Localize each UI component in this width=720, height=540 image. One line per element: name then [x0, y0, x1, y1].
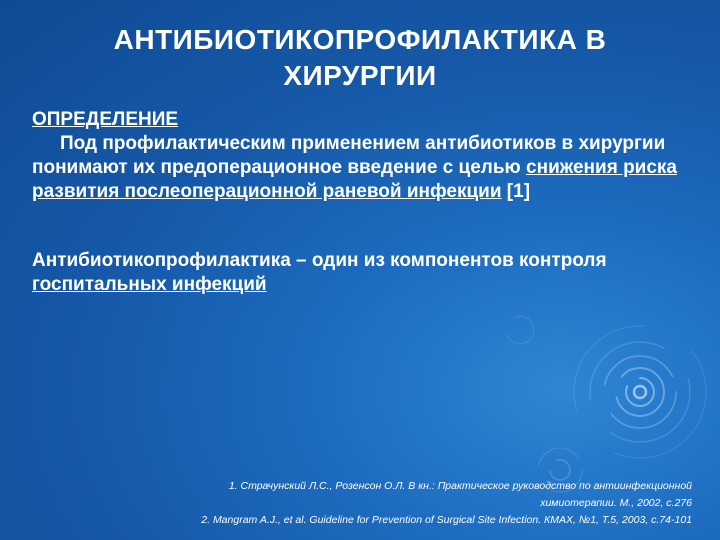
definition-paragraph: [32, 132, 692, 204]
slide-body: [32, 108, 692, 297]
definition-link-infection: развития послеоперационной раневой инфекции: [32, 181, 502, 202]
component-paragraph: [32, 249, 692, 297]
definition-text: Под профилактическим применением антибиотиков в хирургии понимают их предоперационное введение с целью: [32, 133, 666, 178]
title-line-2: ХИРУРГИИ: [283, 60, 437, 91]
definition-reference: [1]: [501, 181, 531, 202]
title-line-1: АНТИБИОТИКОПРОФИЛАКТИКА В: [113, 24, 607, 55]
component-text: Антибиотикопрофилактика – один из компонентов контроля: [32, 250, 607, 271]
references: [92, 478, 692, 529]
hospital-infections-link: госпитальных инфекций: [32, 274, 267, 295]
definition-link-risk: снижения риска: [526, 157, 677, 178]
reference-1-line-1: 1. Страчунский Л.С., Розенсон О.Л. В кн.: Практическое руководство по антиинфекционной: [228, 480, 692, 492]
reference-1-line-2: химиотерапии. М., 2002, с.276: [540, 497, 692, 509]
slide-title: [60, 22, 660, 94]
reference-2: 2. Mangram A.J., et al. Guideline for Prevention of Surgical Site Infection. КМАХ, №1, Т.5, 2003, с.74-101: [201, 514, 692, 526]
definition-heading: ОПРЕДЕЛЕНИЕ: [32, 109, 179, 130]
